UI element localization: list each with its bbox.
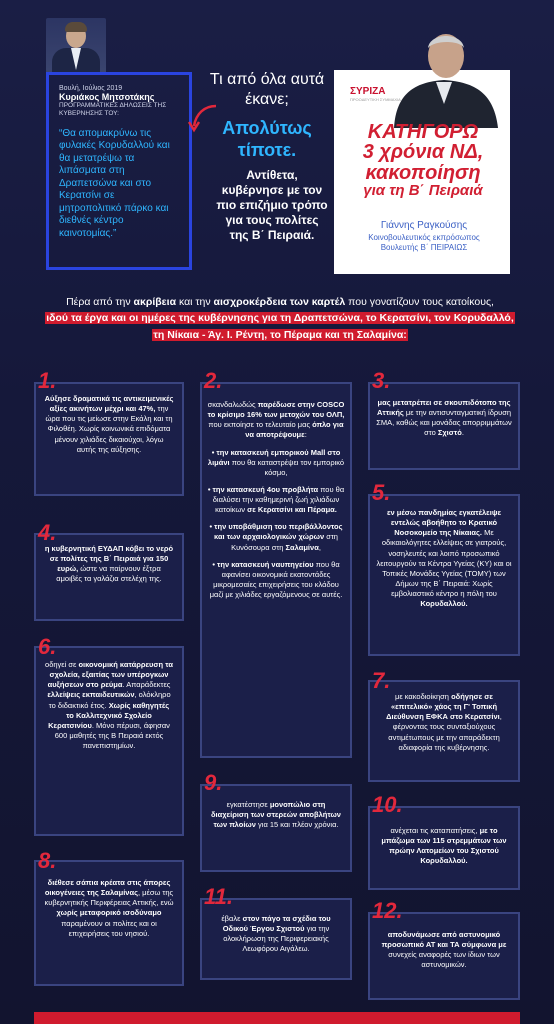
item-number: 1. <box>38 368 57 393</box>
quote-text: “Θα απομακρύνω τις φυλακές Κορυδαλλού και θα μετατρέψω τα λιπάσματα στη Δραπετσώνα και στο Κερατσίνι σε μητροπολιτικό πάρκο και διεθνές κέντρο καινοτομίας.” <box>59 127 170 239</box>
item-text-12: αποδυνάμωσε από αστυνομικό προσωπικό ΑΤ και ΤΑ σύμφωνα με συνεχείς αναφορές των ίδιων των αστυνομικών. <box>381 930 507 970</box>
item-text-10: ανέχεται τις καταπατήσεις, με το μπάζωμα των 115 στρεμμάτων των πρώην Λατομείων του Σχιστού Κορυδαλλού. <box>381 826 507 866</box>
intro-text: Πέρα από την ακρίβεια και την αισχροκέρδεια των καρτέλ που γονατίζουν τους κατοίκους, ιδού τα έργα και οι ημέρες της κυβέρνησης για τη Δραπετσώνα, το Κερατσίνι, τον Κορυδαλλό, τη Νίκαια - Άγ. Ι. Ρέντη, το Πέραμα και τη Σαλαμίνα: <box>46 296 514 341</box>
headline-contrary: Αντίθετα, κυβέρνησε με τον πιο επιζήμιο τρόπο για τους πολίτες της Β΄ Πειραιά. <box>216 168 328 242</box>
item-number: 8. <box>38 848 57 873</box>
footer-bar <box>34 1012 520 1024</box>
syriza-logo: ΣΥΡΙΖΑ ΠΡΟΟΔΕΥΤΙΚΗ ΣΥΜΜΑΧΙΑ <box>350 86 401 102</box>
item-number: 6. <box>38 634 57 659</box>
item-text-2: σκανδαλωδώς παρέδωσε στην COSCO το κρίσιμο 16% των μετοχών του ΟΛΠ, που εκποίησε το τελευταίο μας όπλο για να αποτρέψουμε: • την κατασκευή εμπορικού Mall στο λιμάνι που θα καταστρέψει τον εμπορικό κόσμο, • την κατασκευή 4ου προβλήτα που θα διαλύσει την καθημερινή ζωή χιλιάδων κατοίκων σε Κερατσίνι και Πέραμα. • την υποβάθμιση του περιβάλλοντος και των αρχαιολογικών χώρων στη Κυνόσουρα στη Σαλαμίνα, • την κατασκευή ναυπηγείου που θα αφανίσει οικονομικά εκατοντάδες μικρομεσαίες επιχειρήσεις του κλάδου μαζί με χιλιάδες εργαζόμενους σε αυτές. <box>207 400 345 599</box>
item-number: 12. <box>372 898 403 923</box>
item-text-4: η κυβερνητική ΕΥΔΑΠ κόβει το νερό σε πολίτες της Β΄ Πειραιά για 150 ευρώ, ώστε να παίρνουν έξτρα αμοιβές τα γαλάζια στελέχη της. <box>44 544 174 584</box>
item-text-6: οδηγεί σε οικονομική κατάρρευση τα σχολεία, εξαιτίας των υπέρογκων αυξήσεων στο ρεύμα. Απαράδεκτες ελλείψεις εκπαιδευτικών, ολόκληρο το διδακτικό έτος. Χωρίς καθηγητές το Καλλιτεχνικό Σχολείο Κερατσινίου. Μόνο πέρυσι, άφησαν 600 μαθητές της Β Πειραιά εκτός πανεπιστημίων. <box>45 660 173 750</box>
ragousis-photo <box>384 24 504 128</box>
intro-highlight: τη Νίκαια - Άγ. Ι. Ρέντη, το Πέραμα και τη Σαλαμίνα: <box>153 328 407 341</box>
poster-headline: ΚΑΤΗΓΟΡΩ 3 χρόνια ΝΔ, κακοποίηση για τη Β΄ Πειραιά <box>362 121 484 200</box>
item-text-11: έβαλε στον πάγο τα σχέδια του Οδικού Έργου Σχιστού για την ολοκλήρωση της Περιφερειακής Λεωφόρου Αιγάλεω. <box>221 914 331 954</box>
item-text-8: διέθεσε σάπια κρέατα στις άπορες οικογένειες της Σαλαμίνας, μέσω της κυβερνητικής Περιφέρειας Αττικής, ενώ χωρίς μεταφορικό ισοδύναμο παραμένουν οι πολίτες και οι επιχειρήσεις του νησιού. <box>44 878 174 938</box>
quote-subtitle: ΠΡΟΓΡΑΜΜΑΤΙΚΕΣ ΔΗΛΩΣΕΙΣ ΤΗΣ ΚΥΒΕΡΝΗΣΗΣ ΤΟΥ: <box>59 102 167 117</box>
item-number: 5. <box>372 480 391 505</box>
item-number: 3. <box>372 368 391 393</box>
item-text-7: με κακοδιοίκηση οδήγησε σε «επιτελικό» χάος τη Γ' Τοπική Διεύθυνση ΕΦΚΑ στο Κερατσίνι, φέρνοντας τους συνταξιούχους αντιμέτωπους με την απαράδεκτη αδιαφορία της κυβέρνησης. <box>386 692 502 752</box>
headline-answer: Απολύτως τίποτε. <box>222 118 312 160</box>
quote-date: Βουλή, Ιούλιος 2019 <box>59 85 123 92</box>
intro-highlight: ιδού τα έργα και οι ημέρες της κυβέρνησης για τη Δραπετσώνα, το Κερατσίνι, τον Κορυδαλλό, <box>46 312 514 325</box>
quote-box <box>46 72 192 270</box>
poster-name: Γιάννης Ραγκούσης <box>380 220 468 231</box>
item-number: 7. <box>372 668 391 693</box>
item-text-5: εν μέσω πανδημίας εγκατέλειψε εντελώς αβοήθητο το Κρατικό Νοσοκομείο της Νίκαιας. Με οδικαιολόγητες ελλείψεις σε γιατρούς, νοσηλευτές και λοιπό προσωπικό λειτουργούν τα Κέντρα Υγείας (ΚΥ) και οι Τοπικές Μονάδες Υγείας (ΤΟΜΥ) των Δήμων της Β΄ Πειραιά: Χωρίς εμβολιαστικό κέντρο η πόλη του Κορυδαλλού. <box>376 508 512 609</box>
item-text-1: Αύξησε δραματικά τις αντικειμενικές αξίες ακινήτων μέχρι και 47%, την ώρα που τις μείωσε στην Εκάλη και τη Φιλοθέη. Χωρίς κοινωνικά επιδόματα μένουν χιλιάδες δικαιούχοι, λόγω αυτής της αύξησης. <box>44 394 174 454</box>
item-text-9: εγκατέστησε μονοπώλιο στη διαχείριση των στερεών αποβλήτων των πλοίων για 15 και πλέον χρόνια. <box>211 800 341 830</box>
mitsotakis-photo <box>46 18 106 74</box>
item-text-3: μας μετατρέπει σε σκουπιδότοπο της Αττικής με την αντισυνταγματική ίδρυση ΣΜΑ, καθώς και μονάδας απορριμμάτων στο Σχιστό. <box>376 398 512 438</box>
quote-speaker: Κυριάκος Μητσοτάκης <box>59 92 155 102</box>
item-number: 9. <box>204 770 223 795</box>
poster-role: Κοινοβουλευτικός εκπρόσωπος Βουλευτής Β΄ ΠΕΙΡΑΙΩΣ <box>368 233 480 252</box>
item-number: 2. <box>204 368 223 393</box>
item-number: 10. <box>372 792 403 817</box>
headline-question: Τι από όλα αυτά έκανε; <box>209 71 325 108</box>
item-number: 11. <box>204 884 233 909</box>
item-number: 4. <box>38 520 57 545</box>
